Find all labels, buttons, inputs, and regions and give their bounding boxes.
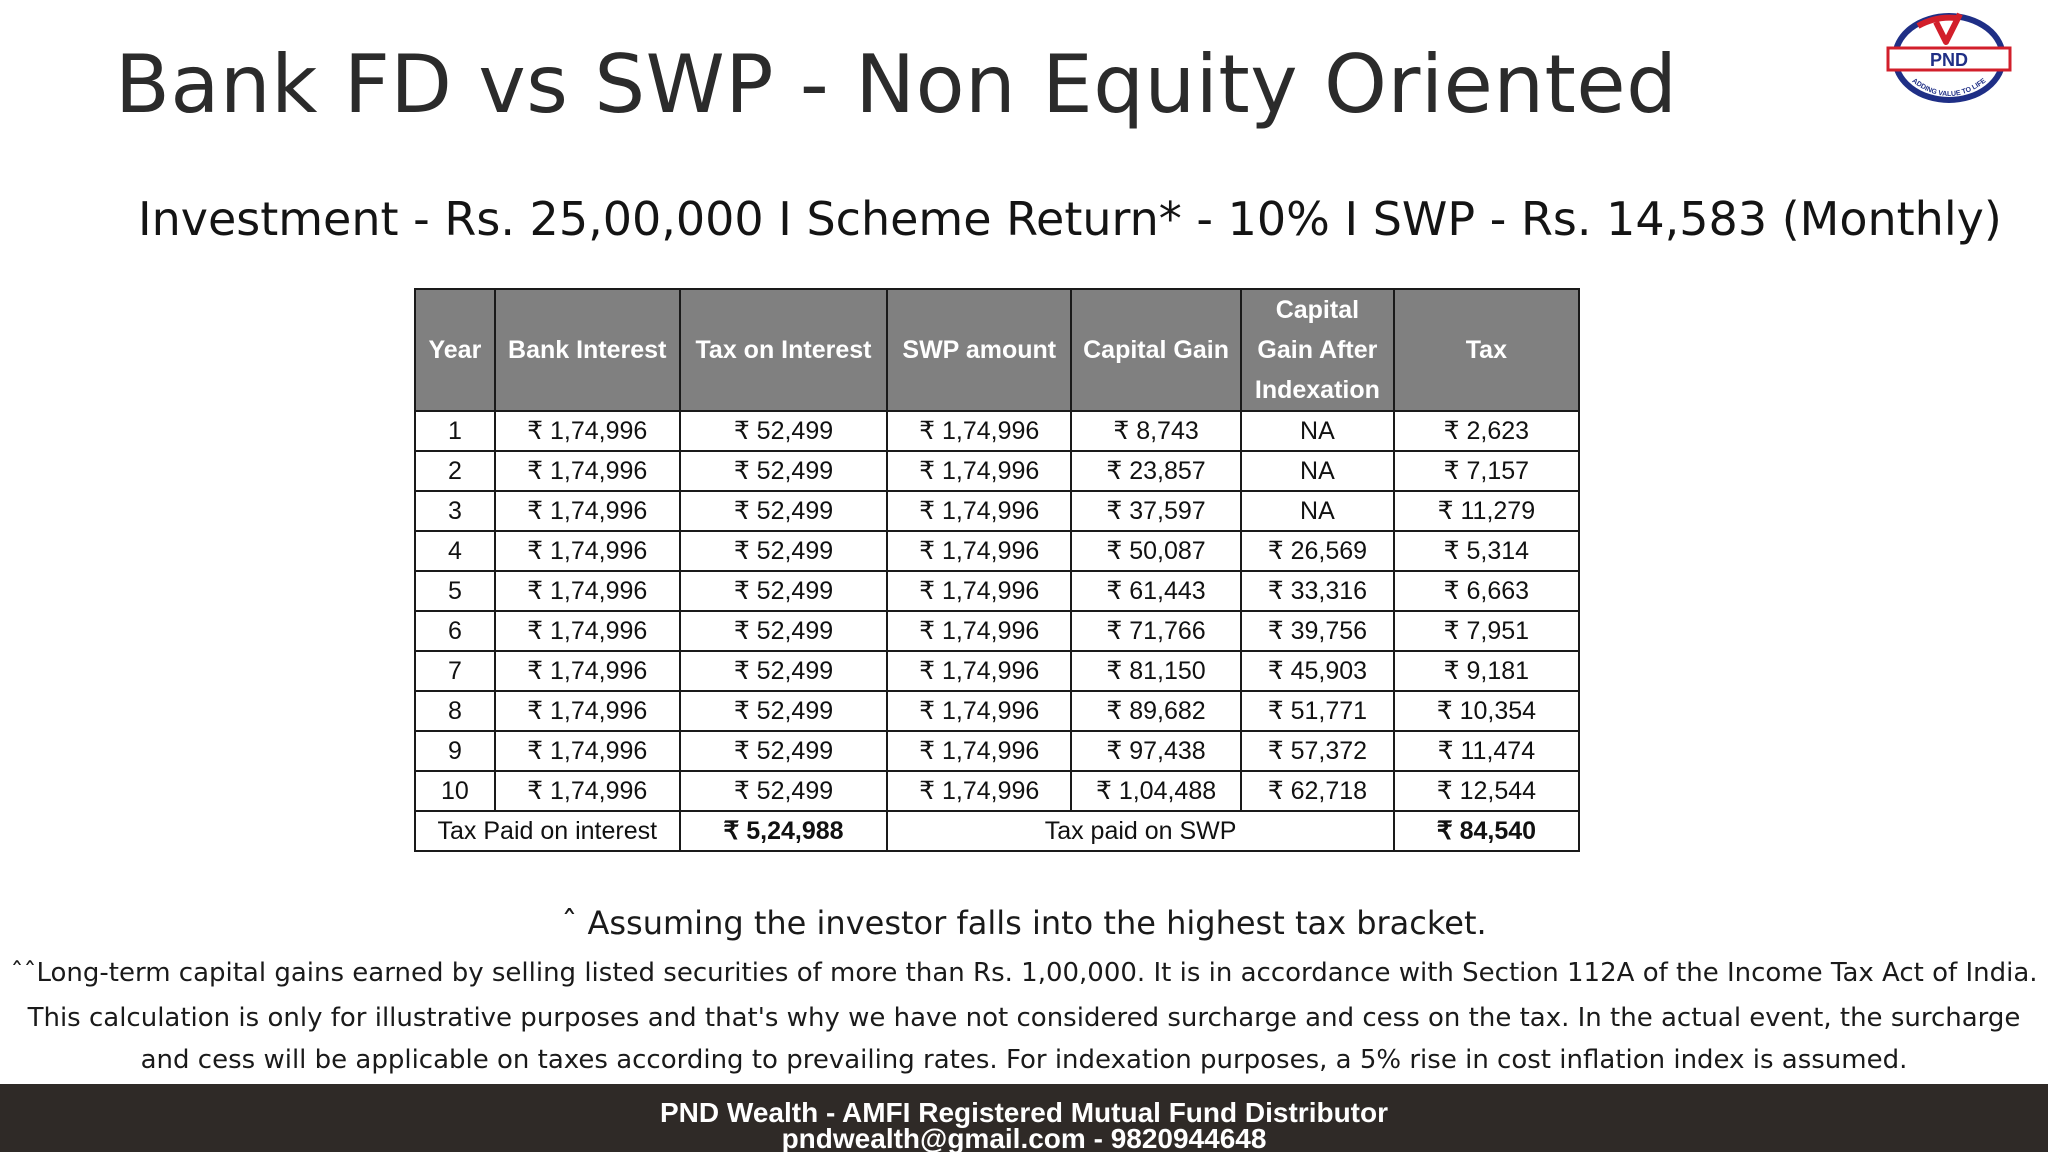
cell-tax: ₹ 11,474 (1394, 731, 1579, 771)
cell-capital-gain: ₹ 71,766 (1071, 611, 1241, 651)
cell-swp-amount: ₹ 1,74,996 (887, 571, 1071, 611)
cell-capital-gain: ₹ 81,150 (1071, 651, 1241, 691)
cell-year: 5 (415, 571, 495, 611)
cell-capital-gain: ₹ 50,087 (1071, 531, 1241, 571)
cell-year: 10 (415, 771, 495, 811)
cell-year: 6 (415, 611, 495, 651)
table-row (415, 731, 1579, 771)
cell-bank-interest: ₹ 1,74,996 (495, 571, 680, 611)
cell-swp-amount: ₹ 1,74,996 (887, 691, 1071, 731)
cell-tax-on-interest: ₹ 52,499 (680, 411, 888, 451)
cell-bank-interest: ₹ 1,74,996 (495, 771, 680, 811)
cell-swp-amount: ₹ 1,74,996 (887, 771, 1071, 811)
cell-tax-on-interest: ₹ 52,499 (680, 611, 888, 651)
table-row (415, 531, 1579, 571)
tax-paid-interest-value: ₹ 5,24,988 (680, 811, 888, 851)
table-row (415, 611, 1579, 651)
cell-tax: ₹ 6,663 (1394, 571, 1579, 611)
table-row (415, 451, 1579, 491)
cell-tax: ₹ 12,544 (1394, 771, 1579, 811)
cell-swp-amount: ₹ 1,74,996 (887, 651, 1071, 691)
tax-paid-swp-value: ₹ 84,540 (1394, 811, 1579, 851)
footer-bar (0, 1084, 2048, 1152)
cell-cg-after-indexation: ₹ 45,903 (1241, 651, 1394, 691)
table-row (415, 651, 1579, 691)
cell-bank-interest: ₹ 1,74,996 (495, 491, 680, 531)
cell-capital-gain: ₹ 37,597 (1071, 491, 1241, 531)
tax-paid-swp-label: Tax paid on SWP (887, 811, 1393, 851)
cell-bank-interest: ₹ 1,74,996 (495, 451, 680, 491)
tax-bracket-note: ˆ Assuming the investor falls into the highest tax bracket. (561, 904, 1487, 942)
cell-tax-on-interest: ₹ 52,499 (680, 691, 888, 731)
cell-cg-after-indexation: ₹ 39,756 (1241, 611, 1394, 651)
cell-bank-interest: ₹ 1,74,996 (495, 411, 680, 451)
table-row (415, 411, 1579, 451)
table-row (415, 771, 1579, 811)
cell-swp-amount: ₹ 1,74,996 (887, 611, 1071, 651)
cell-swp-amount: ₹ 1,74,996 (887, 451, 1071, 491)
header-swp-amount: SWP amount (887, 289, 1071, 411)
logo-text: PND (1929, 50, 1969, 70)
header-year: Year (415, 289, 495, 411)
cell-bank-interest: ₹ 1,74,996 (495, 531, 680, 571)
cell-bank-interest: ₹ 1,74,996 (495, 731, 680, 771)
cell-cg-after-indexation: NA (1241, 491, 1394, 531)
header-capital-gain: Capital Gain (1071, 289, 1241, 411)
cell-year: 2 (415, 451, 495, 491)
page-title: Bank FD vs SWP - Non Equity Oriented (115, 38, 1678, 131)
investment-summary: Investment - Rs. 25,00,000 I Scheme Return* - 10% I SWP - Rs. 14,583 (Monthly) (138, 192, 2002, 246)
cell-cg-after-indexation: NA (1241, 451, 1394, 491)
disclaimer-note: This calculation is only for illustrative purposes and that's why we have not considered surcharge and cess on the tax. In the actual event, the surcharge and cess will be applicable on taxes according to prevailing rates. For indexation purposes, a 5% rise in cost inflation index is assumed. (27, 1003, 2021, 1075)
cell-swp-amount: ₹ 1,74,996 (887, 491, 1071, 531)
cell-capital-gain: ₹ 89,682 (1071, 691, 1241, 731)
cell-bank-interest: ₹ 1,74,996 (495, 611, 680, 651)
cell-swp-amount: ₹ 1,74,996 (887, 731, 1071, 771)
cell-tax-on-interest: ₹ 52,499 (680, 771, 888, 811)
header-cg-after-indexation: Capital Gain After Indexation (1241, 289, 1394, 411)
cell-tax: ₹ 5,314 (1394, 531, 1579, 571)
cell-year: 7 (415, 651, 495, 691)
totals-row (415, 811, 1579, 851)
cell-tax-on-interest: ₹ 52,499 (680, 451, 888, 491)
header-bank-interest: Bank Interest (495, 289, 680, 411)
cell-tax-on-interest: ₹ 52,499 (680, 491, 888, 531)
tax-paid-interest-label: Tax Paid on interest (415, 811, 680, 851)
cell-year: 9 (415, 731, 495, 771)
cell-tax-on-interest: ₹ 52,499 (680, 531, 888, 571)
cell-tax: ₹ 11,279 (1394, 491, 1579, 531)
cell-capital-gain: ₹ 23,857 (1071, 451, 1241, 491)
cell-year: 4 (415, 531, 495, 571)
cell-cg-after-indexation: NA (1241, 411, 1394, 451)
header-tax: Tax (1394, 289, 1579, 411)
comparison-table (414, 288, 1580, 852)
table-row (415, 691, 1579, 731)
cell-swp-amount: ₹ 1,74,996 (887, 411, 1071, 451)
cell-year: 8 (415, 691, 495, 731)
cell-tax-on-interest: ₹ 52,499 (680, 731, 888, 771)
ltcg-note: ˆˆLong-term capital gains earned by selling listed securities of more than Rs. 1,00,000. It is in accordance with Section 112A of the Income Tax Act of India. (10, 958, 2038, 988)
pnd-logo (1884, 8, 2014, 104)
cell-year: 3 (415, 491, 495, 531)
table-row (415, 571, 1579, 611)
cell-tax: ₹ 7,951 (1394, 611, 1579, 651)
cell-bank-interest: ₹ 1,74,996 (495, 651, 680, 691)
cell-capital-gain: ₹ 97,438 (1071, 731, 1241, 771)
header-tax-on-interest: Tax on Interest (680, 289, 888, 411)
cell-capital-gain: ₹ 61,443 (1071, 571, 1241, 611)
cell-year: 1 (415, 411, 495, 451)
cell-tax-on-interest: ₹ 52,499 (680, 651, 888, 691)
cell-cg-after-indexation: ₹ 57,372 (1241, 731, 1394, 771)
cell-cg-after-indexation: ₹ 26,569 (1241, 531, 1394, 571)
cell-bank-interest: ₹ 1,74,996 (495, 691, 680, 731)
cell-swp-amount: ₹ 1,74,996 (887, 531, 1071, 571)
cell-tax: ₹ 10,354 (1394, 691, 1579, 731)
footer-contact: pndwealth@gmail.com - 9820944648 (781, 1123, 1267, 1154)
table-header-row (415, 289, 1579, 411)
cell-capital-gain: ₹ 1,04,488 (1071, 771, 1241, 811)
cell-tax: ₹ 2,623 (1394, 411, 1579, 451)
cell-tax: ₹ 9,181 (1394, 651, 1579, 691)
cell-cg-after-indexation: ₹ 33,316 (1241, 571, 1394, 611)
logo-tagline: ADDING VALUE TO LIFE (1910, 77, 1988, 99)
cell-cg-after-indexation: ₹ 62,718 (1241, 771, 1394, 811)
cell-tax-on-interest: ₹ 52,499 (680, 571, 888, 611)
cell-cg-after-indexation: ₹ 51,771 (1241, 691, 1394, 731)
footer-company: PND Wealth - AMFI Registered Mutual Fund Distributor (660, 1097, 1388, 1128)
cell-capital-gain: ₹ 8,743 (1071, 411, 1241, 451)
cell-tax: ₹ 7,157 (1394, 451, 1579, 491)
table-row (415, 491, 1579, 531)
